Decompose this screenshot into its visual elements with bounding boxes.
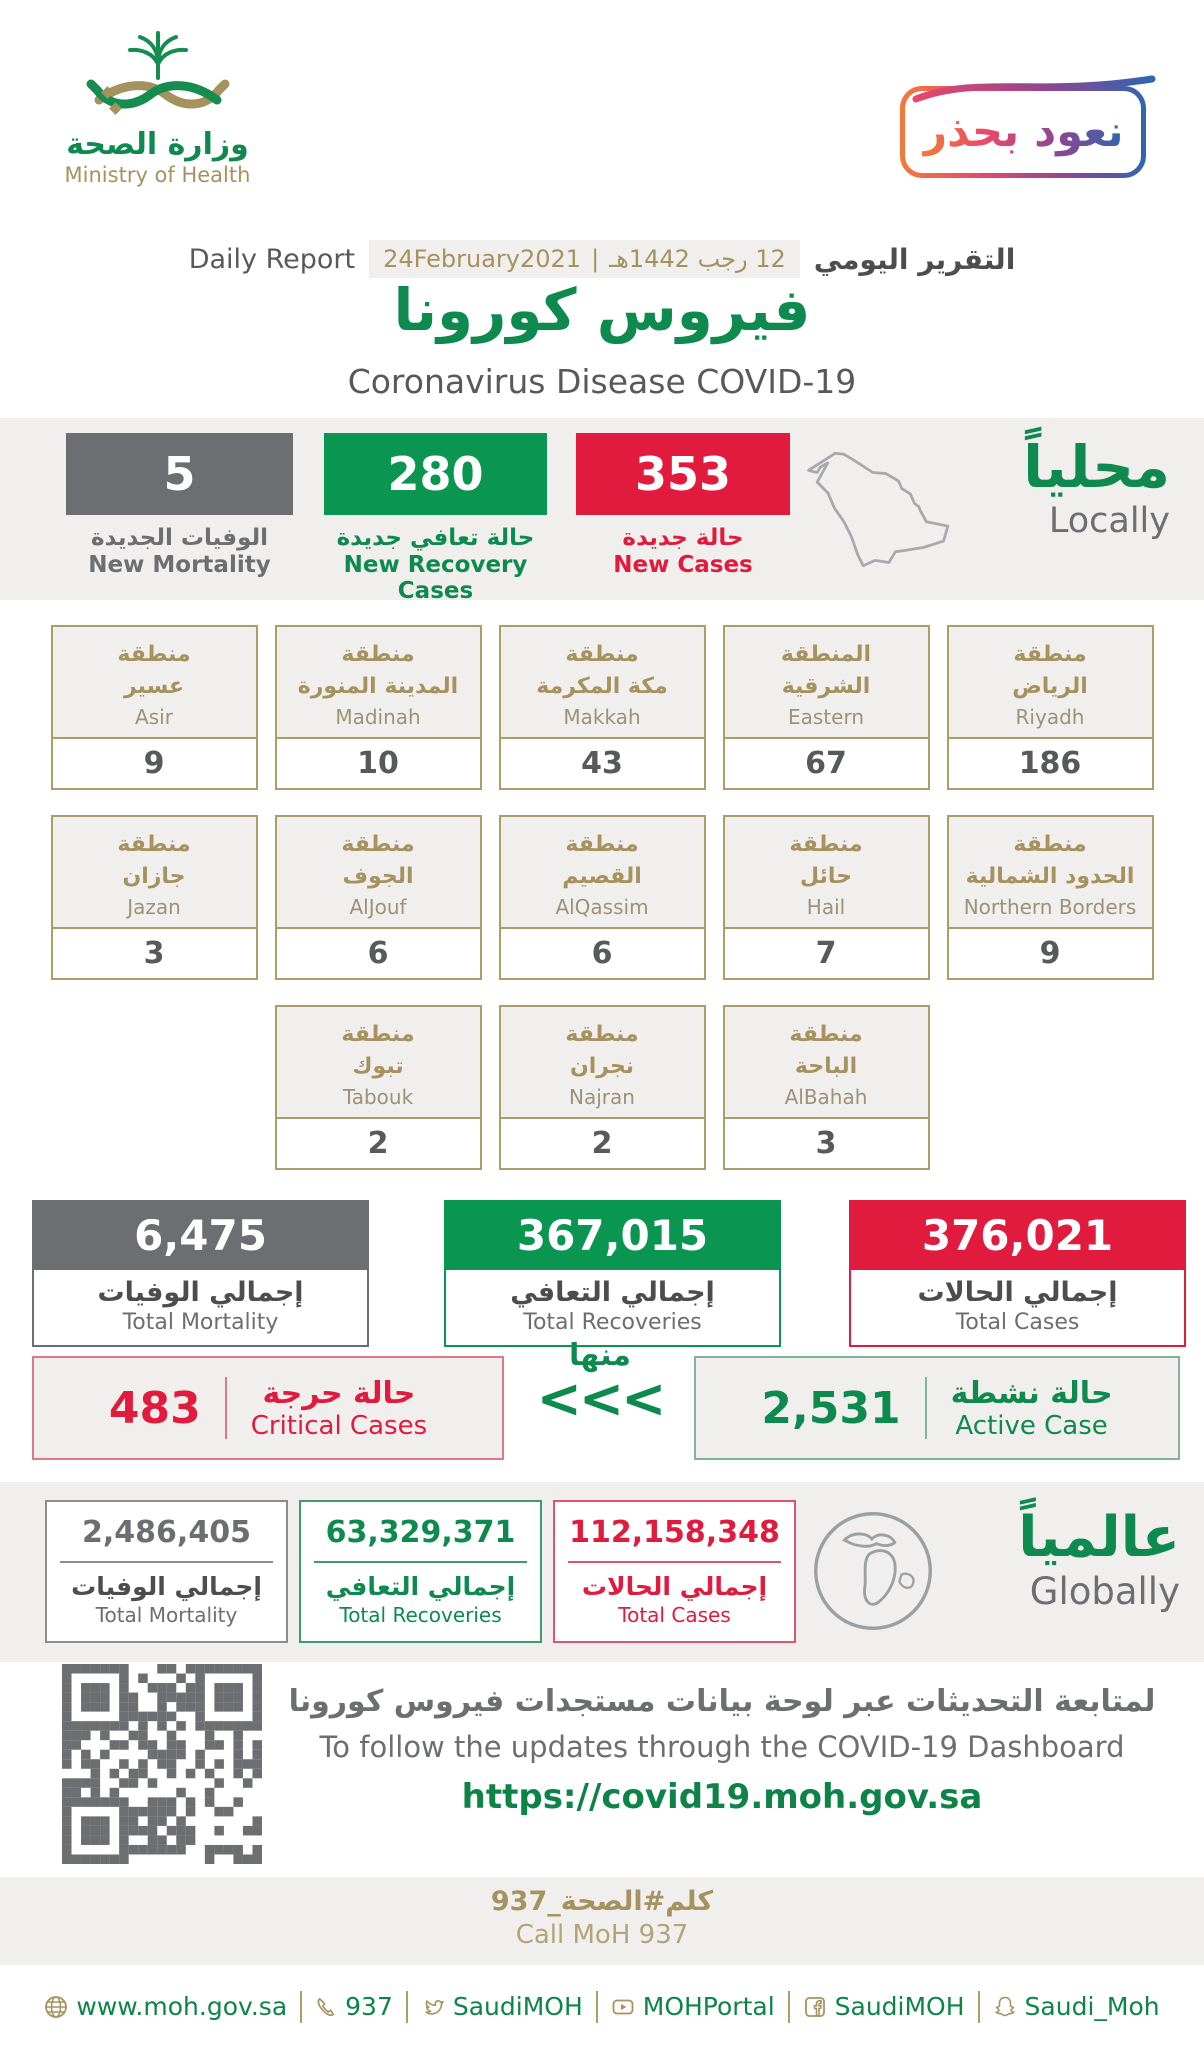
new-mortality-stat: [66, 433, 293, 578]
region-name-english: AlQassim: [555, 894, 649, 919]
region-card: [947, 625, 1154, 790]
region-name-english: Riyadh: [1015, 704, 1085, 729]
globally-label-arabic: عالمياً: [1018, 1505, 1180, 1570]
new-cases-label-en: New Cases: [613, 552, 753, 578]
critical-cases-box: [32, 1356, 504, 1460]
region-new-cases-value: 6: [591, 936, 613, 971]
call-moh-strip: [0, 1877, 1204, 1965]
active-cases-label-en: Active Case: [955, 1410, 1108, 1441]
region-name-arabic: منطقة الحدود الشمالية: [965, 832, 1135, 889]
region-card-header: [725, 817, 928, 929]
logo-arabic-name: وزارة الصحة: [66, 127, 249, 162]
moh-logo: [60, 28, 255, 187]
region-card: [723, 815, 930, 980]
totals-section: [0, 1200, 1204, 1335]
region-name-english: Eastern: [787, 704, 864, 729]
region-card: [499, 815, 706, 980]
locally-label-arabic: محلياً: [1023, 433, 1170, 501]
new-cases-value: 353: [576, 433, 790, 515]
region-card: [275, 1005, 482, 1170]
region-name-english: Najran: [569, 1084, 635, 1109]
region-new-cases-value: 186: [1018, 746, 1082, 781]
region-name-english: Makkah: [563, 704, 641, 729]
region-card-header: [277, 627, 480, 739]
locally-label: [1023, 434, 1170, 541]
call-moh-arabic: كلم#الصحة_937: [490, 1886, 714, 1917]
report-date: [369, 240, 800, 278]
divider: [300, 1991, 302, 2023]
new-recovery-value: 280: [324, 433, 547, 515]
gregorian-date: 24February2021: [383, 245, 582, 273]
of-which-indicator: [530, 1338, 670, 1430]
total-mortality-value: 6,475: [32, 1200, 369, 1270]
region-name-arabic: منطقة مكة المكرمة: [536, 642, 668, 699]
globally-section: [0, 1482, 1204, 1662]
region-card: [275, 625, 482, 790]
region-name-arabic: منطقة الباحة: [789, 1022, 863, 1079]
region-card-header: [725, 627, 928, 739]
divider: [596, 1991, 598, 2023]
hijri-date: 12 رجب 1442هـ: [609, 245, 786, 273]
page-title-english: Coronavirus Disease COVID-19: [347, 362, 857, 401]
region-card-header: [53, 817, 256, 929]
facebook-label: SaudiMOH: [834, 1992, 965, 2021]
page-title-arabic: فيروس كورونا: [393, 276, 811, 344]
dashboard-note-english: To follow the updates through the COVID-19 Dashboard: [319, 1730, 1125, 1764]
locally-label-english: Locally: [1048, 500, 1170, 541]
website-label: www.moh.gov.sa: [76, 1992, 288, 2021]
qr-code-image: [62, 1664, 262, 1864]
globally-label-english: Globally: [1029, 1570, 1180, 1614]
return-with-caution-badge: [900, 86, 1146, 178]
facebook-icon: [803, 1995, 827, 2019]
divider: [314, 1561, 527, 1563]
twitter-icon: [421, 1995, 445, 2019]
region-name-arabic: المنطقة الشرقية: [780, 642, 872, 699]
of-which-label: منها: [569, 1338, 631, 1373]
region-new-cases-value: 43: [581, 746, 623, 781]
region-card: [723, 1005, 930, 1170]
daily-report-label: Daily Report: [188, 243, 356, 275]
divider: [788, 1991, 790, 2023]
qr-code: [62, 1664, 262, 1864]
divider: [978, 1991, 980, 2023]
region-card-header: [949, 627, 1152, 739]
region-name-english: AlJouf: [349, 894, 407, 919]
region-name-arabic: منطقة حائل: [789, 832, 863, 889]
snapchat-icon: [993, 1995, 1017, 2019]
chevrons-left-icon: <<<: [536, 1367, 664, 1430]
new-cases-stat: [576, 433, 790, 578]
regions-row-2: [0, 815, 1204, 980]
total-recoveries-value: 367,015: [444, 1200, 781, 1270]
global-recoveries-box: [299, 1500, 542, 1643]
youtube-label: MOHPortal: [642, 1992, 775, 2021]
moh-palm-swords-icon: [83, 28, 233, 128]
region-card-header: [277, 817, 480, 929]
global-recoveries-value: 63,329,371: [325, 1515, 516, 1550]
facebook-contact[interactable]: [803, 1992, 965, 2021]
region-new-cases-value: 3: [143, 936, 165, 971]
region-name-english: Northern Borders: [963, 894, 1137, 919]
global-cases-value: 112,158,348: [569, 1515, 780, 1550]
region-card: [947, 815, 1154, 980]
divider: [60, 1561, 273, 1563]
region-card-header: [501, 817, 704, 929]
region-card: [499, 1005, 706, 1170]
dashboard-note-arabic: لمتابعة التحديثات عبر لوحة بيانات مستجدات فيروس كورونا: [288, 1684, 1156, 1719]
divider: [225, 1377, 227, 1439]
dashboard-section: [0, 1662, 1204, 1877]
total-recoveries-box: [444, 1200, 781, 1347]
region-card: [275, 815, 482, 980]
twitter-contact[interactable]: [421, 1992, 583, 2021]
global-mortality-label-en: Total Mortality: [95, 1603, 238, 1627]
region-new-cases-value: 10: [357, 746, 399, 781]
critical-cases-value: 483: [108, 1382, 201, 1434]
critical-active-section: [0, 1338, 1204, 1466]
new-mortality-value: 5: [66, 433, 293, 515]
total-cases-box: [849, 1200, 1186, 1347]
global-mortality-value: 2,486,405: [82, 1515, 251, 1550]
region-new-cases-value: 2: [591, 1126, 613, 1161]
footer-contacts: [0, 1965, 1204, 2048]
report-header-line: [0, 240, 1204, 278]
region-card: [51, 815, 258, 980]
youtube-icon: [611, 1995, 635, 2019]
active-cases-box: [694, 1356, 1180, 1460]
region-name-arabic: منطقة جازان: [117, 832, 191, 889]
new-mortality-label-en: New Mortality: [88, 552, 271, 578]
global-cases-label-ar: إجمالي الحالات: [581, 1572, 768, 1601]
globe-icon: [44, 1995, 68, 2019]
global-mortality-label-ar: إجمالي الوفيات: [71, 1572, 262, 1601]
region-new-cases-value: 6: [367, 936, 389, 971]
active-cases-value: 2,531: [761, 1382, 901, 1434]
dashboard-url-link[interactable]: https://covid19.moh.gov.sa: [461, 1777, 983, 1817]
region-name-arabic: منطقة عسير: [117, 642, 191, 699]
region-name-arabic: منطقة نجران: [565, 1022, 639, 1079]
logo-english-name: Ministry of Health: [64, 163, 251, 187]
region-name-english: Asir: [135, 704, 173, 729]
region-card-header: [725, 1007, 928, 1119]
total-recoveries-label-en: Total Recoveries: [523, 1310, 702, 1335]
region-new-cases-value: 7: [815, 936, 837, 971]
region-name-arabic: منطقة القصيم: [562, 832, 642, 889]
region-name-arabic: منطقة المدينة المنورة: [297, 642, 459, 699]
phone-label: 937: [345, 1992, 393, 2021]
region-name-english: Hail: [806, 894, 846, 919]
divider: [568, 1561, 781, 1563]
global-recoveries-label-en: Total Recoveries: [339, 1603, 502, 1627]
regions-row-3: [0, 1005, 1204, 1170]
new-mortality-label-ar: الوفيات الجديدة: [90, 525, 269, 551]
new-recovery-label-ar: حالة تعافي جديدة: [336, 525, 535, 551]
daily-report-label-arabic: التقرير اليومي: [813, 242, 1016, 276]
new-recovery-label-en: New Recovery Cases: [343, 552, 528, 604]
region-name-english: AlBahah: [784, 1084, 868, 1109]
region-card: [723, 625, 930, 790]
total-mortality-box: [32, 1200, 369, 1347]
divider: [925, 1377, 927, 1439]
region-card: [499, 625, 706, 790]
total-cases-label-ar: إجمالي الحالات: [917, 1277, 1118, 1308]
region-new-cases-value: 9: [143, 746, 165, 781]
snapchat-label: Saudi_Moh: [1024, 1992, 1160, 2021]
region-name-english: Madinah: [335, 704, 421, 729]
region-card-header: [949, 817, 1152, 929]
total-recoveries-label-ar: إجمالي التعافي: [510, 1277, 715, 1308]
youtube-contact[interactable]: [611, 1992, 775, 2021]
region-name-arabic: منطقة الجوف: [341, 832, 415, 889]
globe-icon: [810, 1508, 936, 1634]
regions-grid: [0, 625, 1204, 1195]
total-cases-value: 376,021: [849, 1200, 1186, 1270]
region-card-header: [501, 627, 704, 739]
total-mortality-label-ar: إجمالي الوفيات: [97, 1277, 304, 1308]
total-mortality-label-en: Total Mortality: [122, 1310, 279, 1335]
region-name-arabic: منطقة الرياض: [1012, 642, 1088, 699]
divider: [406, 1991, 408, 2023]
region-new-cases-value: 67: [805, 746, 847, 781]
region-name-english: Tabouk: [342, 1084, 414, 1109]
phone-contact[interactable]: [315, 1992, 393, 2021]
global-mortality-box: [45, 1500, 288, 1643]
twitter-label: SaudiMOH: [452, 1992, 583, 2021]
region-name-english: Jazan: [127, 894, 181, 919]
region-card: [51, 625, 258, 790]
new-cases-label-ar: حالة جديدة: [622, 525, 744, 551]
global-cases-label-en: Total Cases: [618, 1603, 731, 1627]
region-name-arabic: منطقة تبوك: [341, 1022, 415, 1079]
website-link[interactable]: [44, 1992, 287, 2021]
date-separator: |: [591, 245, 600, 273]
regions-row-1: [0, 625, 1204, 790]
region-new-cases-value: 2: [367, 1126, 389, 1161]
region-card-header: [501, 1007, 704, 1119]
region-new-cases-value: 9: [1039, 936, 1061, 971]
new-recovery-stat: [324, 433, 547, 604]
globally-label: [1018, 1506, 1180, 1613]
region-card-header: [277, 1007, 480, 1119]
badge-text: نعود بحذر: [922, 107, 1124, 157]
active-cases-label-ar: حالة نشطة: [950, 1375, 1113, 1411]
region-card-header: [53, 627, 256, 739]
snapchat-contact[interactable]: [993, 1992, 1160, 2021]
critical-cases-label-ar: حالة حرجة: [262, 1375, 416, 1411]
global-cases-box: [553, 1500, 796, 1643]
phone-icon: [315, 1996, 337, 2018]
critical-cases-label-en: Critical Cases: [250, 1410, 428, 1441]
global-recoveries-label-ar: إجمالي التعافي: [325, 1572, 516, 1601]
locally-section: [0, 418, 1204, 604]
total-cases-label-en: Total Cases: [955, 1310, 1080, 1335]
call-moh-english: Call MoH 937: [515, 1920, 689, 1950]
saudi-arabia-map-icon: [800, 432, 950, 588]
region-new-cases-value: 3: [815, 1126, 837, 1161]
